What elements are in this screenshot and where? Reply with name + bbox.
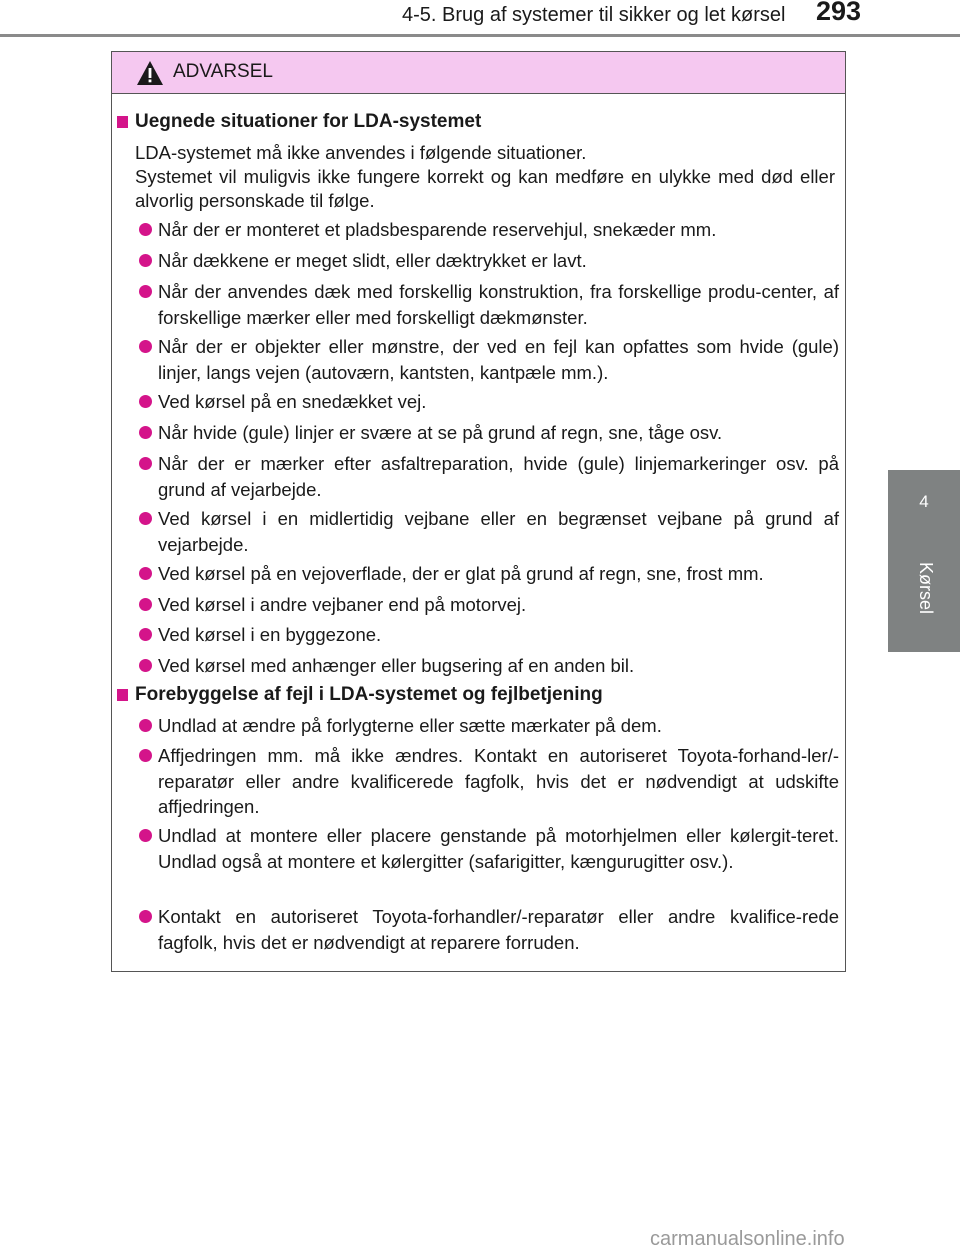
section-title: Forebyggelse af fejl i LDA-systemet og fejlbetjening [135, 684, 603, 705]
list-item: Ved kørsel i andre vejbaner end på motorvej. [158, 594, 527, 615]
list-bullet [139, 395, 152, 408]
warning-header [112, 52, 845, 94]
list-bullet [139, 749, 152, 762]
list-item: Ved kørsel i en byggezone. [158, 624, 382, 645]
list-bullet [139, 628, 152, 641]
list-item: Når dækkene er meget slidt, eller dæktrykket er lavt. [158, 250, 587, 271]
list-bullet [139, 719, 152, 732]
list-item: Undlad at montere eller placere genstande på motorhjelmen eller kølergit-teret. Undlad også at montere et kølergitter (safarigitter, kængurugitter osv.). [158, 825, 839, 872]
list-bullet [139, 254, 152, 267]
warning-label: ADVARSEL [173, 61, 273, 82]
list-bullet [139, 285, 152, 298]
list-item: Ved kørsel på en snedækket vej. [158, 391, 427, 412]
watermark: carmanualsonline.info [650, 1228, 845, 1250]
list-bullet [139, 598, 152, 611]
list-item: Ved kørsel med anhænger eller bugsering af en anden bil. [158, 655, 635, 676]
list-bullet [139, 340, 152, 353]
chapter-label: Kørsel [916, 562, 936, 615]
section-marker [117, 116, 128, 128]
chapter-number: 4 [919, 492, 929, 511]
chapter-tab[interactable] [888, 470, 960, 652]
section-intro: LDA-systemet må ikke anvendes i følgende situationer. Systemet vil muligvis ikke fungere korrekt og kan medføre en ulykke med død eller alvorlig personskade til følge. [135, 142, 835, 211]
section-marker [117, 689, 128, 701]
list-bullet [139, 910, 152, 923]
list-bullet [139, 512, 152, 525]
list-item: Når der er objekter eller mønstre, der ved en fejl kan opfattes som hvide (gule) linjer, langs vejen (autoværn, kantsten, kantpæle mm.). [158, 336, 839, 383]
list-bullet [139, 457, 152, 470]
list-item: Affjedringen mm. må ikke ændres. Kontakt en autoriseret Toyota-forhand-ler/-reparatør eller andre kvalificerede fagfolk, hvis det er nødvendigt at udskifte affjedringen. [158, 745, 839, 817]
header-rule [0, 34, 960, 37]
list-bullet [139, 567, 152, 580]
header-section-title: 4-5. Brug af systemer til sikker og let kørsel [402, 4, 786, 26]
list-item: Ved kørsel på en vejoverflade, der er glat på grund af regn, sne, frost mm. [158, 563, 764, 584]
list-bullet [139, 426, 152, 439]
list-item: Kontakt en autoriseret Toyota-forhandler/-reparatør eller andre kvalifice-rede fagfolk, hvis det er nødvendigt at reparere forruden. [158, 906, 839, 953]
list-bullet [139, 223, 152, 236]
section-title: Uegnede situationer for LDA-systemet [135, 111, 482, 132]
list-item: Når der anvendes dæk med forskellig konstruktion, fra forskellige produ-center, af forskellige mærker eller med forskelligt dækmønster. [158, 281, 839, 328]
list-item: Når der er monteret et pladsbesparende reservehjul, snekæder mm. [158, 219, 717, 240]
list-bullet [139, 829, 152, 842]
page-number: 293 [816, 0, 862, 26]
warning-triangle-icon [136, 60, 164, 86]
list-item: Undlad at ændre på forlygterne eller sætte mærkater på dem. [158, 715, 662, 736]
list-bullet [139, 659, 152, 672]
list-item: Når hvide (gule) linjer er svære at se på grund af regn, sne, tåge osv. [158, 422, 723, 443]
list-item: Når der er mærker efter asfaltreparation, hvide (gule) linjemarkeringer osv. på grund af vejarbejde. [158, 453, 839, 500]
list-item: Ved kørsel i en midlertidig vejbane eller en begrænset vejbane på grund af vejarbejde. [158, 508, 839, 555]
